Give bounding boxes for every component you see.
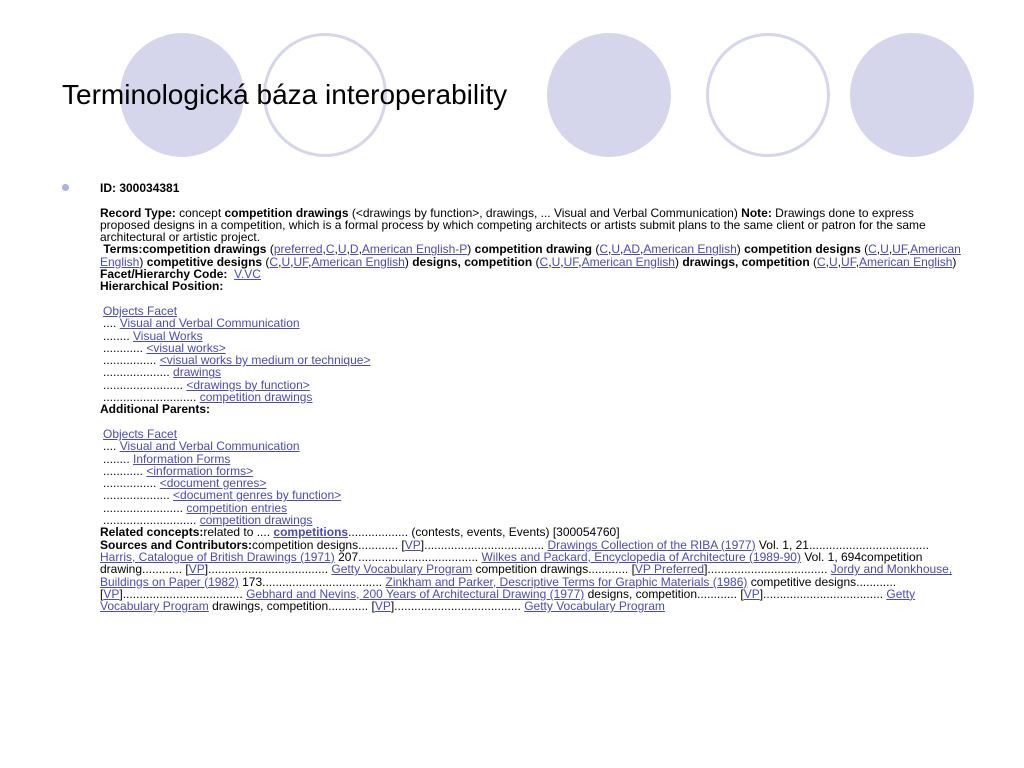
note-text: Drawings done to express proposed designs in a competition, which is a formal process by which competing architects or artists submit plans to the same client or patron for the same architectural or artistic project. <box>100 205 926 245</box>
additional-parents-list <box>100 428 966 526</box>
decor-circle-5 <box>850 33 974 157</box>
term-flag-link[interactable]: American English <box>311 254 405 269</box>
hierarchy-link[interactable]: Visual Works <box>133 328 203 343</box>
source-page: 173.................................... <box>238 574 386 589</box>
hierarchy-label: Hierarchical Position: <box>100 279 224 294</box>
related-link-competitions[interactable]: competitions <box>273 525 349 540</box>
term-flag-link[interactable]: U <box>337 242 347 257</box>
term-name: designs, competition <box>412 254 533 269</box>
record-type-value: concept <box>175 205 225 220</box>
source-contributor-link[interactable]: VP Preferred <box>634 562 705 577</box>
hierarchy-link[interactable]: competition drawings <box>199 390 313 405</box>
hierarchy-link[interactable]: Objects Facet <box>103 303 178 318</box>
source-citation-link[interactable]: Zinkham and Parker, Descriptive Terms for Graphic Materials (1986) <box>385 574 748 589</box>
hierarchy-dots: .... <box>103 316 117 331</box>
term-name: competition drawings <box>142 242 267 257</box>
term-flag-link[interactable]: U <box>551 254 561 269</box>
source-dots: ].................................... <box>759 586 887 601</box>
term-flag-link[interactable]: preferred <box>273 242 323 257</box>
decor-circle-3 <box>547 33 671 157</box>
source-term: drawings, competition............ [ <box>212 599 375 614</box>
hierarchy-link[interactable]: <drawings by function> <box>186 377 310 392</box>
source-page: Vol. 1, 694 <box>800 549 862 564</box>
hierarchy-link[interactable]: Visual and Verbal Communication <box>119 316 300 331</box>
term-flag-link[interactable]: D <box>349 242 359 257</box>
term-name: competition designs <box>744 242 861 257</box>
term-name: competitive designs <box>146 254 263 269</box>
hierarchy-link[interactable]: <information forms> <box>146 463 254 478</box>
additional-parent-row <box>103 440 966 452</box>
source-dots: ]...................................... <box>390 599 525 614</box>
source-citation-link[interactable]: Getty Vocabulary Program <box>100 586 916 614</box>
term-flag-link[interactable]: C <box>868 242 877 257</box>
hierarchy-dots: ........................ <box>103 500 184 515</box>
hierarchy-row <box>103 317 966 329</box>
hierarchy-row <box>103 391 966 403</box>
hierarchy-dots: .................... <box>103 488 170 503</box>
term-flag-link[interactable]: American English <box>643 242 737 257</box>
hierarchy-dots: ................ <box>103 476 157 491</box>
source-contributor-link[interactable]: VP <box>404 537 421 552</box>
slide-title: Terminologická báza interoperability <box>62 79 508 110</box>
record-type-label: Record Type: <box>100 205 176 220</box>
term-flag-link[interactable]: UF <box>841 254 856 269</box>
term-flag-link[interactable]: U <box>281 254 291 269</box>
hierarchy-dots: ........ <box>103 451 130 466</box>
term-flag-link[interactable]: American English <box>859 254 953 269</box>
hierarchy-dots: ............ <box>103 463 144 478</box>
term-flag-link[interactable]: U <box>880 242 889 257</box>
term-flag-link[interactable]: U <box>611 242 621 257</box>
source-term: competition designs............ [ <box>252 537 405 552</box>
source-contributor-link[interactable]: VP <box>103 586 120 601</box>
hierarchy-dots: ........................ <box>103 377 184 392</box>
hierarchy-dots: ........ <box>103 328 130 343</box>
terms-block <box>100 243 966 268</box>
source-contributor-link[interactable]: VP <box>743 586 760 601</box>
note-label: Note: <box>741 205 772 220</box>
hierarchy-link[interactable]: Objects Facet <box>103 426 178 441</box>
term-flag-link[interactable]: U <box>829 254 838 269</box>
hierarchy-dots: ................ <box>103 353 157 368</box>
term-flag-link[interactable]: American English-P <box>361 242 468 257</box>
term-flag-link[interactable]: UF <box>563 254 579 269</box>
decor-circle-4 <box>706 33 830 157</box>
hierarchy-link[interactable]: <visual works by medium or technique> <box>159 353 371 368</box>
related-label: Related concepts: <box>100 525 204 540</box>
source-contributor-link[interactable]: VP <box>188 562 205 577</box>
sources-list <box>100 538 952 613</box>
term-flag-link[interactable]: AD <box>623 242 641 257</box>
hierarchy-row <box>103 354 966 366</box>
source-dots: ].................................... <box>704 562 831 577</box>
record-id: ID: 300034381 <box>100 181 180 195</box>
sources-block <box>100 539 966 613</box>
related-prefix: related to .... <box>203 525 274 540</box>
additional-parents-label: Additional Parents: <box>100 402 211 417</box>
record-context: (<drawings by function>, drawings, ... Visual and Verbal Communication) <box>348 205 742 220</box>
hierarchy-link[interactable]: <document genres by function> <box>173 488 342 503</box>
hierarchy-link[interactable]: competition entries <box>186 500 288 515</box>
term-flag-link[interactable]: C <box>539 254 549 269</box>
hierarchy-dots: ............................ <box>103 390 197 405</box>
record-content <box>100 182 966 612</box>
source-page: 207.................................... <box>334 549 482 564</box>
hierarchy-link[interactable]: drawings <box>173 365 222 380</box>
source-citation-link[interactable]: Getty Vocabulary Program <box>331 562 473 577</box>
hierarchy-link[interactable]: <document genres> <box>159 476 267 491</box>
source-term: competition drawings............ [ <box>475 562 635 577</box>
hierarchy-link[interactable]: <visual works> <box>146 340 226 355</box>
hierarchy-link[interactable]: Information Forms <box>133 451 231 466</box>
source-term: competition drawing............ [ <box>100 549 923 577</box>
bullet-dot-icon <box>62 184 69 191</box>
term-flag-link[interactable]: American English <box>581 254 675 269</box>
hierarchy-dots: .................... <box>103 365 170 380</box>
source-dots: ].................................... <box>204 562 332 577</box>
sources-label: Sources and Contributors: <box>100 537 253 552</box>
hierarchy-link[interactable]: Visual and Verbal Communication <box>119 439 300 454</box>
source-citation-link[interactable]: Jordy and Monkhouse, Buildings on Paper (1982) <box>100 562 953 589</box>
facet-block <box>100 268 966 280</box>
term-flag-link[interactable]: UF <box>892 242 907 257</box>
facet-code-link[interactable]: V.VC <box>234 267 261 282</box>
source-dots: ].................................... <box>420 537 548 552</box>
hierarchy-list <box>100 305 966 403</box>
source-citation-link[interactable]: Harris, Catalogue of British Drawings (1971) <box>100 549 335 564</box>
term-flag-link[interactable]: C <box>325 242 335 257</box>
hierarchy-dots: ............ <box>103 340 144 355</box>
terms-list: competition drawings (preferred,C,U,D,American English-P) competition drawing (C,U,AD,American English) competition designs (C,U,UF,American English) competitive designs (C,U,UF,American English) designs, competition (C,U,UF,American English) drawings, competition (C,U,UF,American English) <box>100 242 961 269</box>
source-contributor-link[interactable]: VP <box>374 599 391 614</box>
record-type-block <box>100 207 966 244</box>
term-flag-link[interactable]: American English <box>100 242 961 269</box>
source-citation-link[interactable]: Wilkes and Packard, Encyclopedia of Architecture (1989-90) <box>481 549 801 564</box>
source-citation-link[interactable]: Getty Vocabulary Program <box>524 599 665 614</box>
related-suffix: .................. (contests, events, Events) [300054760] <box>348 525 620 540</box>
hierarchy-dots: .... <box>103 439 117 454</box>
source-citation-link[interactable]: Gebhard and Nevins, 200 Years of Architectural Drawing (1977) <box>246 586 585 601</box>
source-citation-link[interactable]: Drawings Collection of the RIBA (1977) <box>547 537 756 552</box>
term-name: competition drawing <box>474 242 592 257</box>
source-page: Vol. 1, 21.................................... <box>755 537 929 552</box>
source-term: designs, competition............ [ <box>587 586 744 601</box>
hierarchy-link[interactable]: competition drawings <box>199 513 313 528</box>
facet-label: Facet/Hierarchy Code: <box>100 267 228 282</box>
terms-label: Terms: <box>103 242 143 257</box>
term-flag-link[interactable]: UF <box>293 254 309 269</box>
term-flag-link[interactable]: C <box>817 254 826 269</box>
term-flag-link[interactable]: C <box>269 254 279 269</box>
term-name: drawings, competition <box>682 254 810 269</box>
hierarchy-row <box>103 330 966 342</box>
hierarchy-dots: ............................ <box>103 513 197 528</box>
record-name: competition drawings <box>224 205 349 220</box>
source-dots: ].................................... <box>119 586 247 601</box>
source-term: competitive designs............ [ <box>100 574 897 601</box>
term-flag-link[interactable]: C <box>599 242 608 257</box>
